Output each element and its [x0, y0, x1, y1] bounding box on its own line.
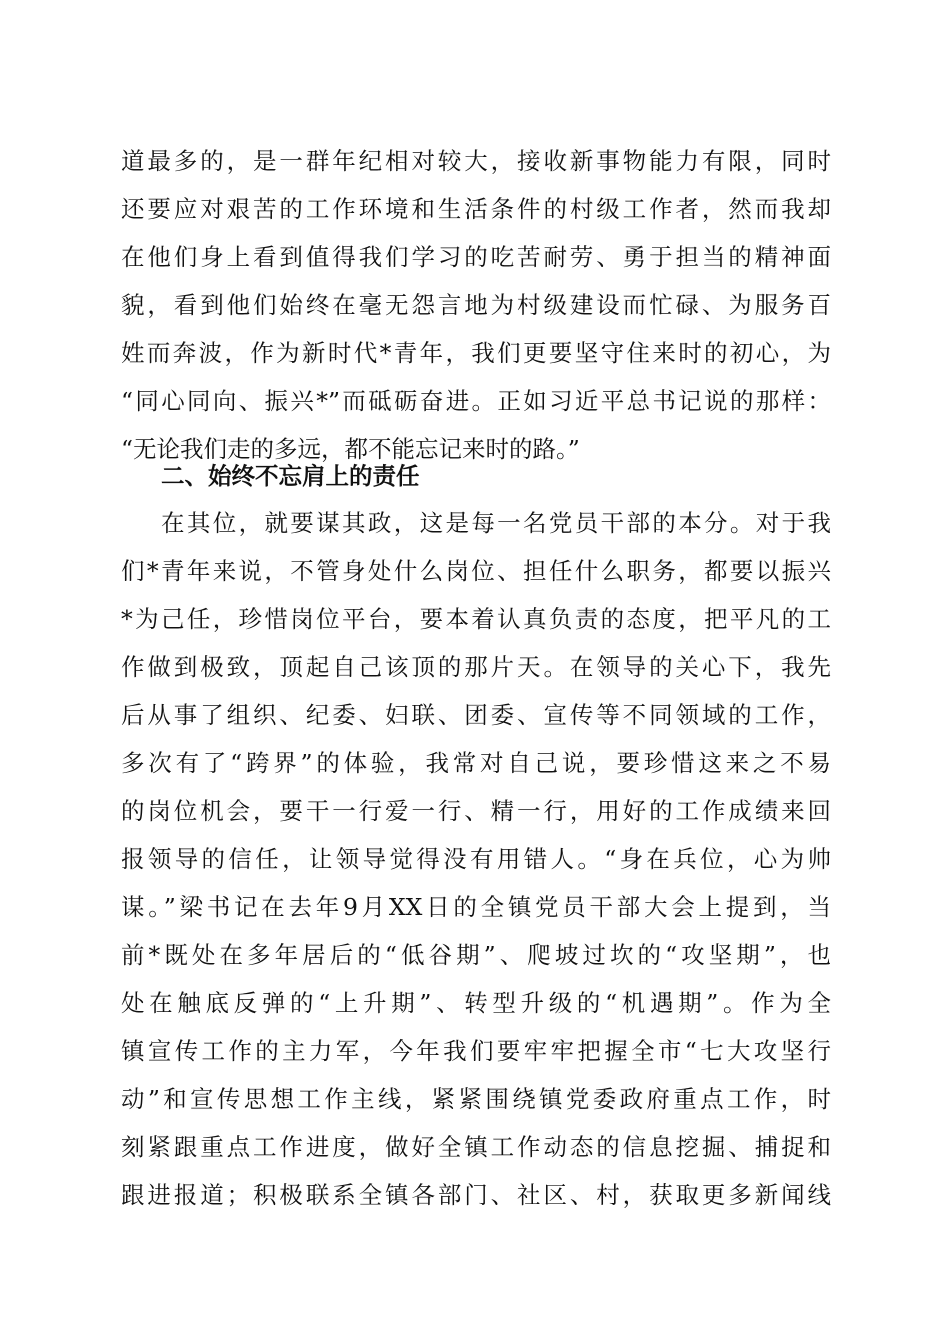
paragraph-line: 刻紧跟重点工作进度，做好全镇工作动态的信息挖掘、捕捉和: [121, 1133, 831, 1161]
paragraph-line: 道最多的，是一群年纪相对较大，接收新事物能力有限，同时: [121, 147, 831, 175]
paragraph-line: 作做到极致，顶起自己该顶的那片天。在领导的关心下，我先: [121, 653, 831, 681]
section-heading: 二、始终不忘肩上的责任: [161, 462, 420, 490]
paragraph-line: 在他们身上看到值得我们学习的吃苦耐劳、勇于担当的精神面: [121, 243, 831, 271]
paragraph-line: 后从事了组织、纪委、妇联、团委、宣传等不同领域的工作，: [121, 701, 831, 729]
paragraph-line: 们*青年来说，不管身处什么岗位、担任什么职务，都要以振兴: [121, 557, 831, 585]
paragraph-line: 动”和宣传思想工作主线，紧紧围绕镇党委政府重点工作，时: [121, 1085, 831, 1113]
paragraph-line: “无论我们走的多远，都不能忘记来时的路。”: [121, 435, 580, 463]
paragraph-line: 镇宣传工作的主力军，今年我们要牢牢把握全市“七大攻坚行: [121, 1037, 831, 1065]
paragraph-line: 报领导的信任，让领导觉得没有用错人。“身在兵位，心为帅: [121, 845, 831, 873]
paragraph-line: 处在触底反弹的“上升期”、转型升级的“机遇期”。作为全: [121, 989, 831, 1017]
paragraph-line: *为己任，珍惜岗位平台，要本着认真负责的态度，把平凡的工: [121, 605, 831, 633]
paragraph-line: 在其位，就要谋其政，这是每一名党员干部的本分。对于我: [161, 509, 831, 537]
paragraph-line: 多次有了“跨界”的体验，我常对自己说，要珍惜这来之不易: [121, 749, 831, 777]
paragraph-line: 还要应对艰苦的工作环境和生活条件的村级工作者，然而我却: [121, 195, 831, 223]
paragraph-line: 姓而奔波，作为新时代*青年，我们更要坚守住来时的初心，为: [121, 339, 831, 367]
paragraph-2: [121, 499, 831, 1219]
paragraph-line: 跟进报道；积极联系全镇各部门、社区、村，获取更多新闻线: [121, 1181, 831, 1209]
paragraph-line: 谋。”梁书记在去年9月XX日的全镇党员干部大会上提到，当: [121, 893, 831, 921]
paragraph-line: 前*既处在多年居后的“低谷期”、爬坡过坎的“攻坚期”，也: [121, 941, 831, 969]
paragraph-line: “同心同向、振兴*”而砥砺奋进。正如习近平总书记说的那样：: [121, 387, 831, 415]
paragraph-line: 貌，看到他们始终在毫无怨言地为村级建设而忙碌、为服务百: [121, 291, 831, 319]
paragraph-line: 的岗位机会，要干一行爱一行、精一行，用好的工作成绩来回: [121, 797, 831, 825]
paragraph-1: [121, 137, 831, 473]
